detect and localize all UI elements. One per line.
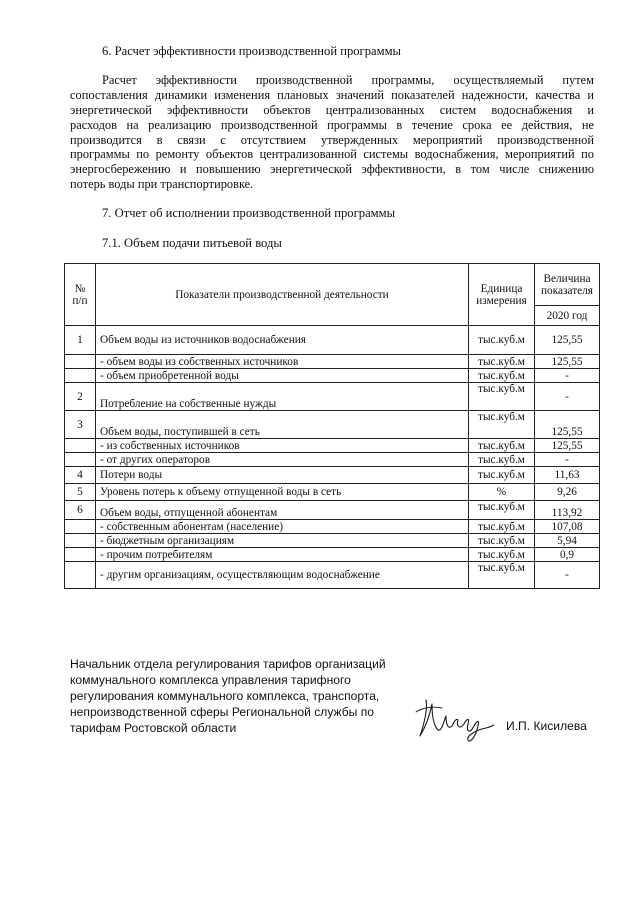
row-unit: тыс.куб.м — [469, 326, 535, 355]
paragraph-line: расходов на реализацию производственной программы в течение срока ее действия, не — [70, 117, 594, 132]
table-row — [65, 562, 600, 589]
row-name: - другим организациям, осуществляющим водоснабжение — [96, 562, 469, 589]
table-row — [65, 439, 600, 453]
paragraph-line: энергосбережению и повышению энергетической эффективности, в том числе снижению — [70, 162, 594, 177]
row-num — [65, 562, 96, 589]
table-row — [65, 355, 600, 369]
row-unit: тыс.куб.м — [469, 411, 535, 439]
signer-name: И.П. Кисилева — [506, 719, 587, 733]
row-value: 125,55 — [535, 355, 600, 369]
table-row — [65, 501, 600, 520]
row-name: - объем воды из собственных источников — [96, 355, 469, 369]
paragraph-line: энергетической эффективности объектов централизованных систем водоснабжения и — [70, 102, 594, 117]
position-line: коммунального комплекса управления тарифного — [70, 673, 351, 687]
row-value: 107,08 — [535, 520, 600, 534]
row-num: 6 — [65, 501, 96, 520]
row-num: 1 — [65, 326, 96, 355]
row-unit: тыс.куб.м — [469, 439, 535, 453]
row-unit: тыс.куб.м — [469, 467, 535, 484]
row-value: 113,92 — [535, 501, 600, 520]
row-unit: тыс.куб.м — [469, 520, 535, 534]
table-row — [65, 520, 600, 534]
paragraph-line: производится в связи с отсутствием утвержденных мероприятий производственной — [70, 132, 594, 147]
section-7-1-heading: 7.1. Объем подачи питьевой воды — [102, 236, 282, 250]
section-6-heading: 6. Расчет эффективности производственной программы — [102, 44, 401, 58]
row-num: 4 — [65, 467, 96, 484]
row-name: Объем воды, поступившей в сеть — [96, 411, 469, 439]
row-value: 125,55 — [535, 326, 600, 355]
paragraph-line: сопоставления динамики изменения плановых значений показателей надежности, качества и — [70, 87, 594, 102]
table-row — [65, 383, 600, 411]
row-unit: тыс.куб.м — [469, 548, 535, 562]
row-name: - прочим потребителям — [96, 548, 469, 562]
position-line: регулирования коммунального комплекса, транспорта, — [70, 689, 380, 703]
row-unit: тыс.куб.м — [469, 453, 535, 467]
table-row — [65, 411, 600, 439]
row-num: 2 — [65, 383, 96, 411]
header-indicator: Показатели производственной деятельности — [96, 264, 469, 326]
row-value: - — [535, 383, 600, 411]
row-num: 3 — [65, 411, 96, 439]
row-num — [65, 355, 96, 369]
row-name: - собственным абонентам (население) — [96, 520, 469, 534]
header-unit: Единица измерения — [469, 264, 535, 326]
row-num — [65, 520, 96, 534]
row-name: - бюджетным организациям — [96, 534, 469, 548]
position-line: непроизводственной сферы Региональной службы по — [70, 705, 375, 719]
position-line: Начальник отдела регулирования тарифов организаций — [70, 657, 386, 671]
table-row — [65, 369, 600, 383]
section-6-paragraph — [70, 73, 594, 192]
row-unit: тыс.куб.м — [469, 355, 535, 369]
position-line: тарифам Ростовской области — [70, 721, 237, 735]
row-name: Потери воды — [96, 467, 469, 484]
row-value: - — [535, 369, 600, 383]
row-name: Потребление на собственные нужды — [96, 383, 469, 411]
row-value: - — [535, 453, 600, 467]
table-row — [65, 534, 600, 548]
row-value: 11,63 — [535, 467, 600, 484]
row-num — [65, 439, 96, 453]
signatory-position — [70, 656, 386, 736]
row-unit: тыс.куб.м — [469, 534, 535, 548]
header-num: № п/п — [65, 264, 96, 326]
row-num — [65, 534, 96, 548]
water-volume-table — [64, 263, 600, 589]
row-num — [65, 453, 96, 467]
row-value: 5,94 — [535, 534, 600, 548]
row-value: 9,26 — [535, 484, 600, 501]
row-unit: тыс.куб.м — [469, 562, 535, 589]
header-year: 2020 год — [535, 306, 600, 326]
row-name: Объем воды из источников водоснабжения — [96, 326, 469, 355]
header-value: Величина показателя — [535, 264, 600, 306]
section-7-heading: 7. Отчет об исполнении производственной программы — [102, 206, 396, 220]
row-value: 125,55 — [535, 439, 600, 453]
table-row — [65, 467, 600, 484]
row-num — [65, 369, 96, 383]
row-name: - объем приобретенной воды — [96, 369, 469, 383]
row-unit: тыс.куб.м — [469, 369, 535, 383]
row-num: 5 — [65, 484, 96, 501]
row-value: 125,55 — [535, 411, 600, 439]
row-unit: тыс.куб.м — [469, 501, 535, 520]
row-name: Объем воды, отпущенной абонентам — [96, 501, 469, 520]
paragraph-line: потерь воды при транспортировке. — [70, 177, 254, 192]
table-row — [65, 453, 600, 467]
table-row — [65, 548, 600, 562]
row-name: Уровень потерь к объему отпущенной воды в сеть — [96, 484, 469, 501]
table-row — [65, 326, 600, 355]
row-unit: тыс.куб.м — [469, 383, 535, 411]
row-name: - из собственных источников — [96, 439, 469, 453]
row-value: - — [535, 562, 600, 589]
row-value: 0,9 — [535, 548, 600, 562]
paragraph-line: Расчет эффективности производственной программы, осуществляемый путем — [102, 73, 594, 87]
paragraph-line: программы по ремонту объектов централизованной системы водоснабжения, мероприятий по — [70, 147, 594, 162]
handwritten-signature — [412, 690, 494, 746]
row-name: - от других операторов — [96, 453, 469, 467]
table-row — [65, 484, 600, 501]
row-num — [65, 548, 96, 562]
row-unit: % — [469, 484, 535, 501]
